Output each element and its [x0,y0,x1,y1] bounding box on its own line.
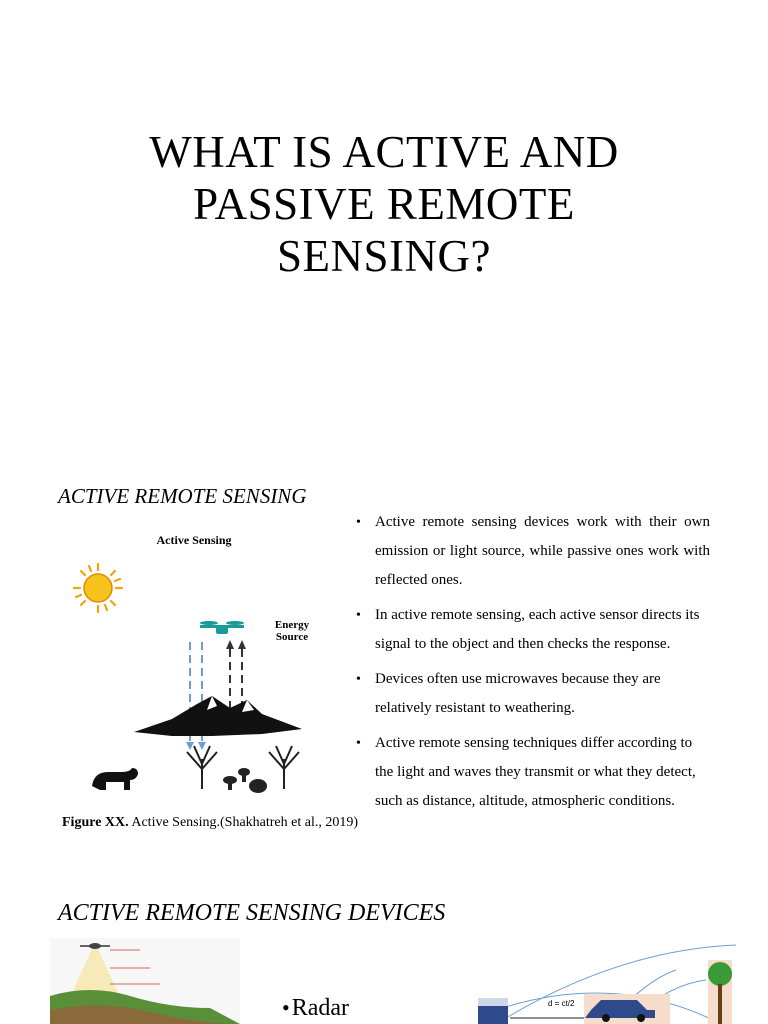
aircraft-icon [89,943,101,949]
reflected-signal-arrows [230,649,242,709]
bullet-item: • In active remote sensing, each active sensor directs its signal to the object and then checks the response. [356,601,710,659]
active-remote-sensing-devices-heading: ACTIVE REMOTE SENSING DEVICES [58,900,446,926]
mushrooms-icon [223,768,250,790]
page-title: WHAT IS ACTIVE AND PASSIVE REMOTE SENSING? [149,127,619,281]
figure-caption-label: Figure XX. [62,815,129,830]
energy-label: Energy [274,619,310,631]
radar-formula: d = ct/2 [548,999,575,1008]
bullet-item: • Active remote sensing techniques differ according to the light and waves they transmit or what they detect, such as distance, altitude, atmospheric conditions. [356,729,710,816]
active-remote-sensing-heading: ACTIVE REMOTE SENSING [58,484,307,508]
bullet-item: • Devices often use microwaves because they are relatively resistant to weathering. [356,665,710,723]
trees-icon [187,746,299,789]
radar-label: Radar [291,995,350,1021]
figure-inner-title: Active Sensing [156,533,232,547]
active-sensing-figure [62,524,342,809]
sun-icon [74,564,122,612]
bullet-item: • Active remote sensing devices work with their own emission or light source, while passive ones work with reflected ones. [356,508,710,595]
drone-icon [200,621,244,634]
source-label: Source [275,631,309,643]
airborne-sensing-image [50,938,240,1024]
radar-distance-image [476,940,738,1024]
figure-caption [62,815,358,831]
mountain-icon [134,696,302,736]
device-list-item-radar: •Radar [282,995,350,1021]
tree-icon [708,962,732,986]
bear-icon [92,768,138,790]
figure-caption-text: Active Sensing.(Shakhatreh et al., 2019) [128,815,359,830]
squirrel-icon [249,779,267,793]
active-sensing-bullet-list [356,508,710,822]
